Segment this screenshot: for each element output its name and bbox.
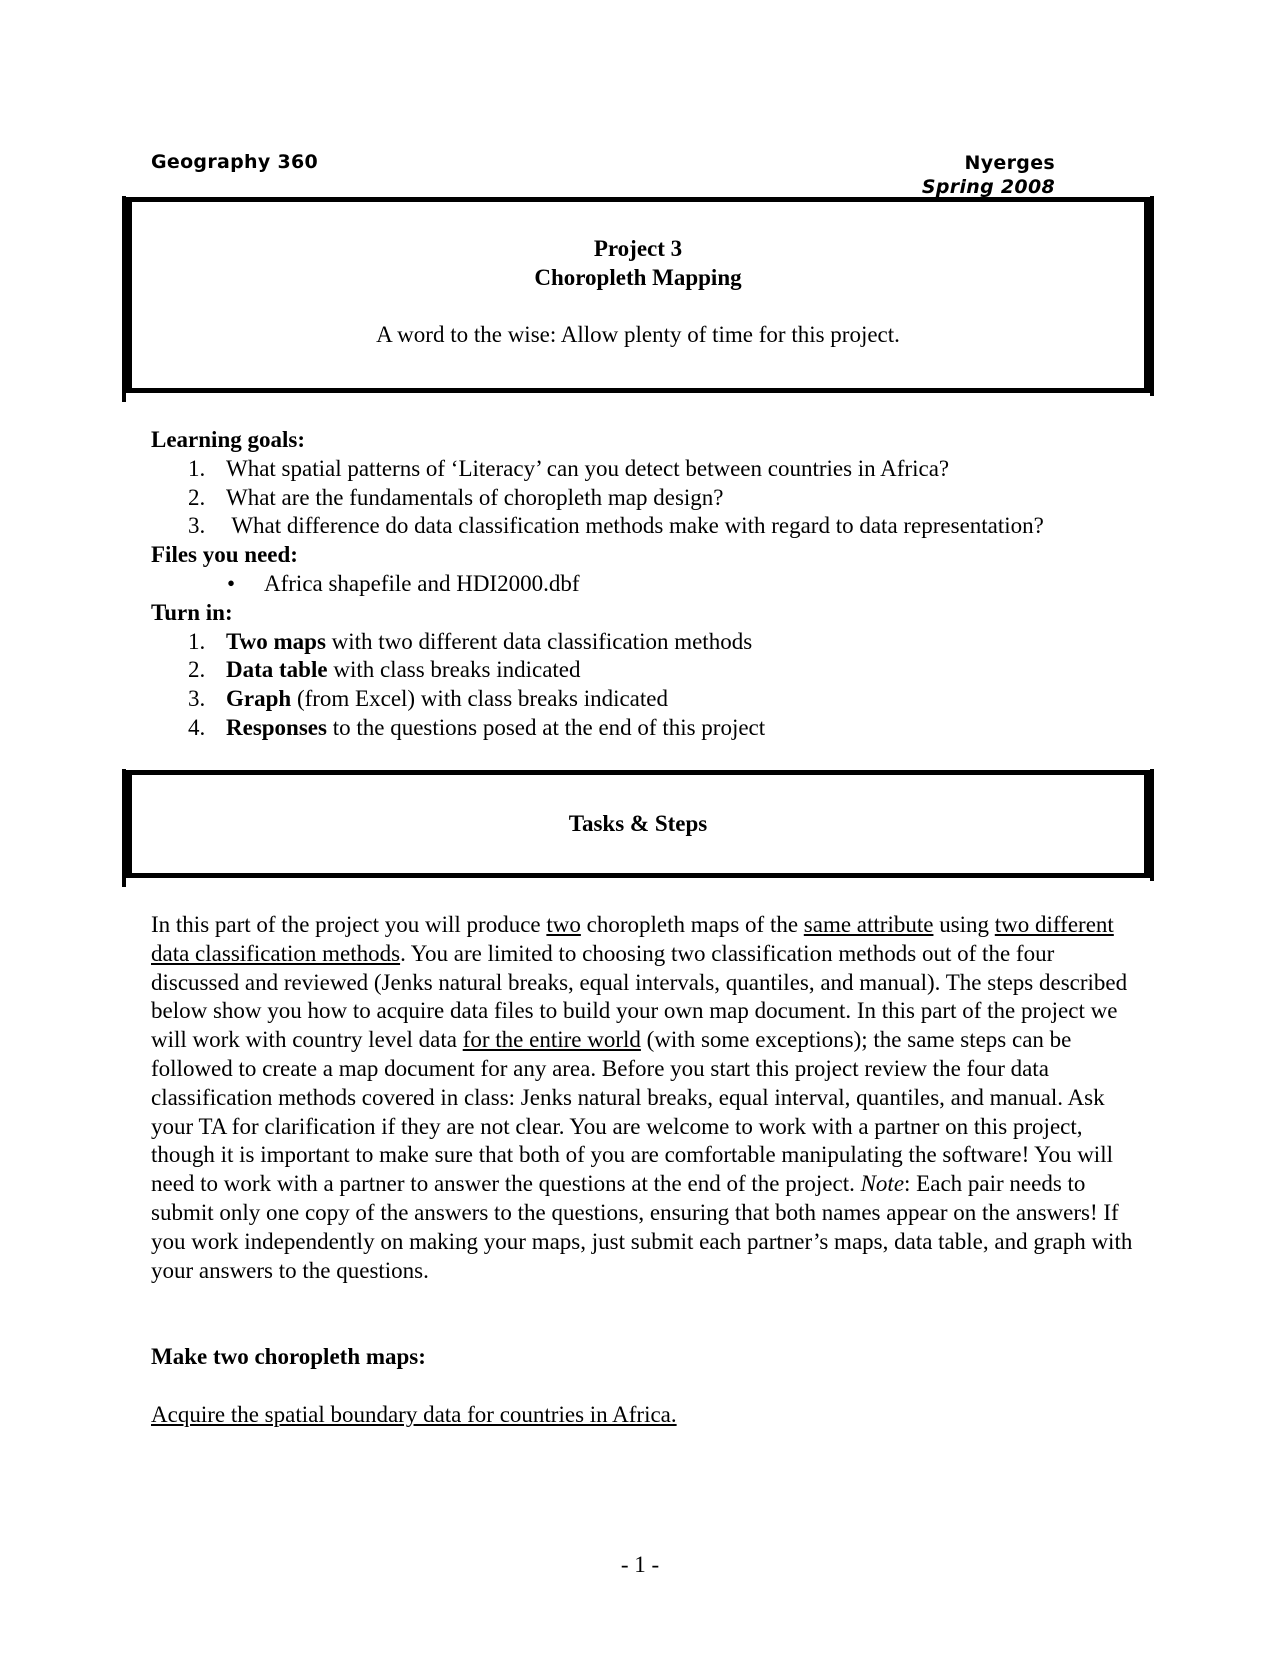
learning-goals-list bbox=[151, 455, 1141, 541]
requirements-section bbox=[151, 426, 1141, 743]
underlined-text: for the entire world bbox=[462, 1027, 641, 1053]
project-title-box bbox=[126, 197, 1150, 393]
list-item: 1. Two maps with two different data classification methods bbox=[188, 628, 753, 654]
learning-goals-heading: Learning goals: bbox=[151, 427, 305, 452]
make-maps-heading: Make two choropleth maps: bbox=[151, 1344, 426, 1369]
tasks-title: Tasks & Steps bbox=[568, 811, 708, 836]
files-heading: Files you need: bbox=[151, 542, 298, 568]
acquire-step: Acquire the spatial boundary data for countries in Africa. bbox=[151, 1402, 677, 1427]
list-item: 2. Data table with class breaks indicated bbox=[188, 657, 581, 683]
list-item: 3. Graph (from Excel) with class breaks indicated bbox=[188, 686, 668, 712]
page-number: - 1 - bbox=[620, 1552, 660, 1577]
bullet-icon: • bbox=[227, 570, 236, 596]
underlined-text: two different data classification methods bbox=[151, 912, 1114, 966]
header-right bbox=[922, 151, 1055, 199]
term: Spring 2008 bbox=[921, 176, 1055, 198]
list-item: 3. What difference do data classification methods make with regard to data representation? bbox=[188, 513, 1044, 539]
course-name: Geography 360 bbox=[151, 151, 319, 173]
list-item: 1. What spatial patterns of ‘Literacy’ can you detect between countries in Africa? bbox=[188, 455, 950, 481]
instructor-name: Nyerges bbox=[964, 152, 1055, 174]
project-note: A word to the wise: Allow plenty of time for this project. bbox=[376, 322, 900, 347]
note-label: Note bbox=[860, 1171, 905, 1197]
underlined-text: two bbox=[546, 912, 581, 937]
project-title bbox=[132, 234, 1144, 292]
project-number: Project 3 bbox=[593, 236, 683, 261]
underlined-text: same attribute bbox=[803, 912, 934, 937]
list-item: 2. What are the fundamentals of choropleth map design? bbox=[188, 484, 724, 510]
intro-paragraph: In this part of the project you will produce two choropleth maps of the same attribute using two different data classification methods. You are limited to choosing two classification methods out of the four discussed and reviewed (Jenks natural breaks, equal intervals, quantiles, and manual). The steps described below show you how to acquire data files to build your own map document. In this part of the project we will work with country level data for the entire world (with some exceptions); the same steps can be followed to create a map document for any area. Before you start this project review the four data classification methods covered in class: Jenks natural breaks, equal interval, quantiles, and manual. Ask your TA for clarification if they are not clear. You are welcome to work with a partner on this project, though it is important to make sure that both of you are comfortable manipulating the software! You will need to work with a partner to answer the questions at the end of the project. Note: Each pair needs to submit only one copy of the answers to the questions, ensuring that both names appear on the answers! If you work independently on making your maps, just submit each partner’s maps, data table, and graph with your answers to the questions. bbox=[151, 912, 1133, 1283]
files-list bbox=[151, 570, 1141, 599]
tasks-box bbox=[126, 770, 1150, 878]
turn-in-heading: Turn in: bbox=[151, 599, 233, 625]
turn-in-list bbox=[151, 628, 1141, 743]
list-item: 4. Responses to the questions posed at the end of this project bbox=[188, 714, 766, 740]
list-item: • Africa shapefile and HDI2000.dbf bbox=[151, 570, 1141, 599]
project-subject: Choropleth Mapping bbox=[534, 265, 742, 290]
